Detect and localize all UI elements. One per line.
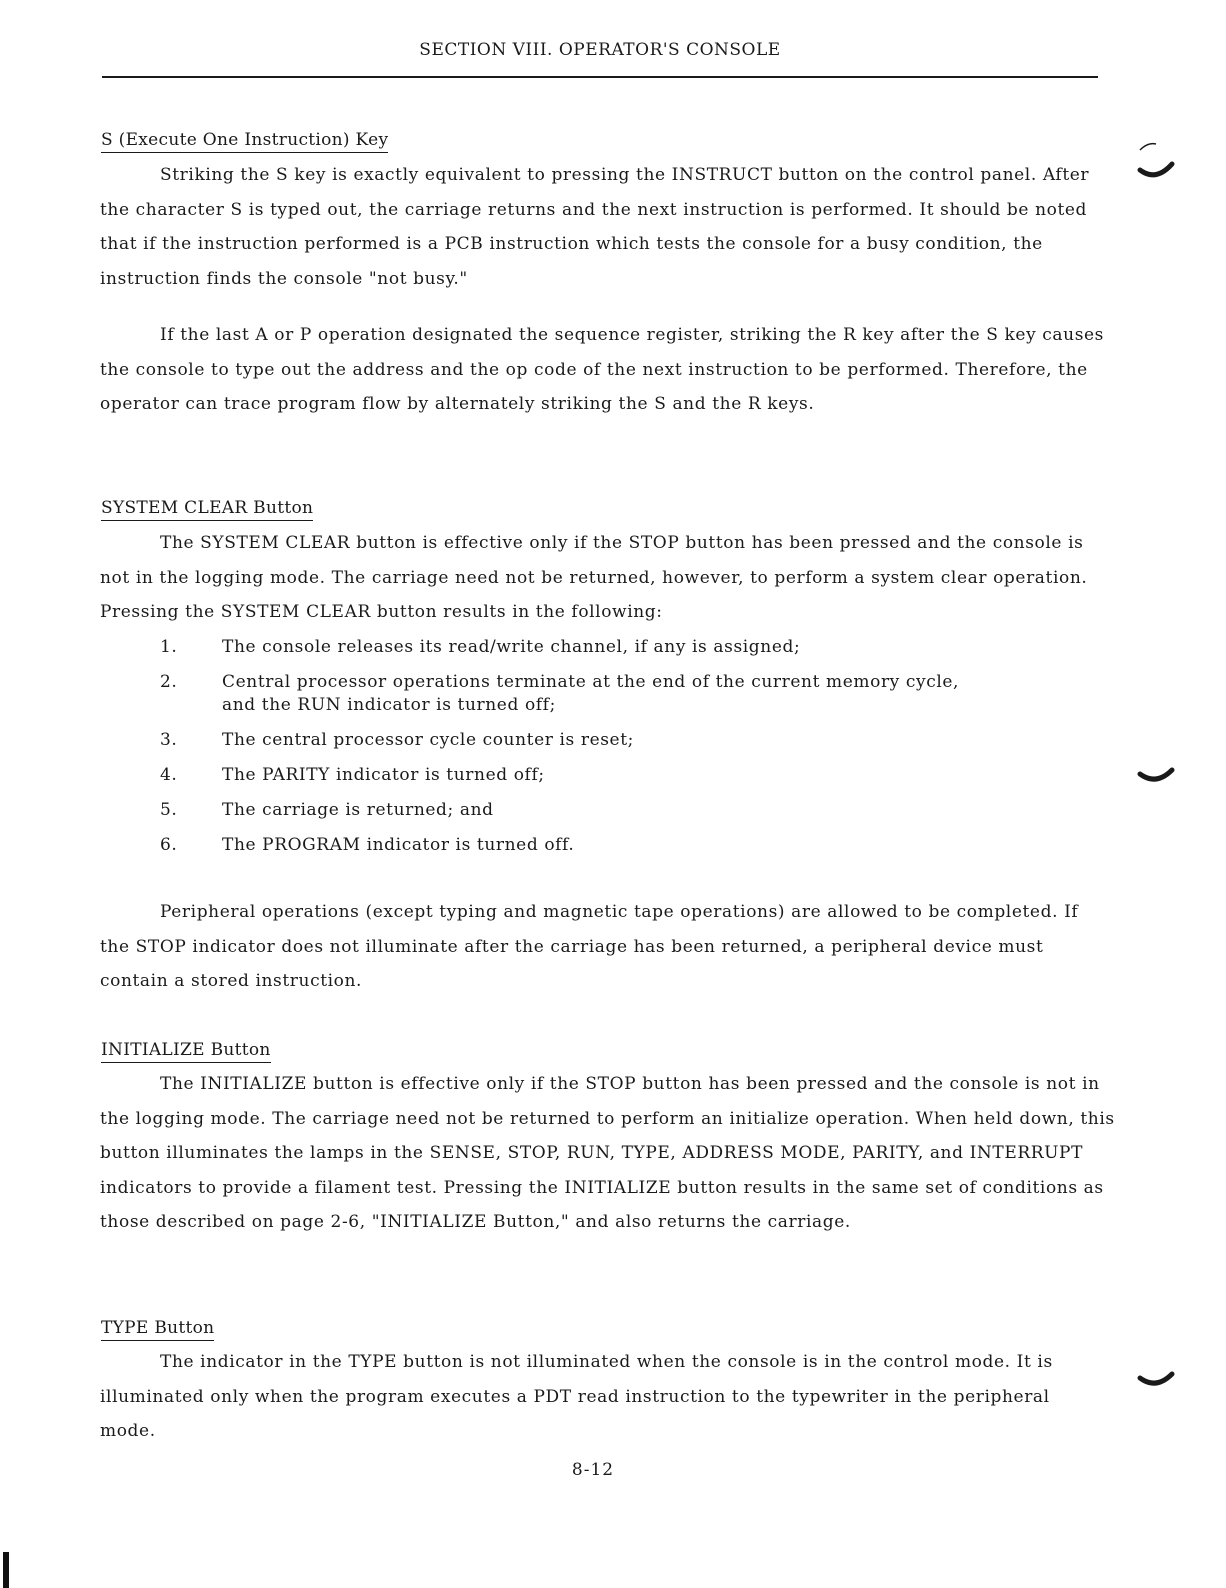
paragraph-s-key-1 — [100, 158, 1110, 296]
list-item-number: 6. — [160, 835, 178, 855]
list-item-text: The console releases its read/write channel, if any is assigned; — [222, 637, 801, 657]
paragraph-initialize-1 — [100, 1067, 1120, 1240]
margin-mark-lower — [1136, 1370, 1186, 1398]
list-item — [160, 729, 1060, 751]
list-item — [160, 636, 1060, 658]
paragraph-type-1 — [100, 1345, 1110, 1449]
list-item-number: 3. — [160, 730, 178, 750]
margin-mark-middle — [1136, 766, 1186, 794]
paragraph-system-clear-2-text: Peripheral operations (except typing and magnetic tape operations) are allowed to be completed. If the STOP indicator does not illuminate after the carriage has been returned, a peripheral device must contain a stored instruction. — [100, 902, 1079, 992]
paragraph-s-key-2-text: If the last A or P operation designated the sequence register, striking the R key after the S key causes the console to type out the address and the op code of the next instruction to be performed. Therefore, the operator can trace program flow by alternately striking the S and the R keys. — [100, 325, 1105, 415]
paragraph-initialize-1-text: The INITIALIZE button is effective only if the STOP button has been pressed and the console is not in the logging mode. The carriage need not be returned to perform an initialize operation. When held down, this button illuminates the lamps in the SENSE, STOP, RUN, TYPE, ADDRESS MODE, PARITY, and INTERRUPT indicators to provide a filament test. Pressing the INITIALIZE button results in the same set of conditions as those described on page 2-6, "INITIALIZE Button," and also returns the carriage. — [100, 1074, 1115, 1233]
heading-s-key: S (Execute One Instruction) Key — [101, 129, 388, 153]
list-item — [160, 834, 1060, 856]
paragraph-system-clear-2 — [100, 895, 1110, 999]
list-item-text: The central processor cycle counter is reset; — [222, 730, 634, 750]
list-item — [160, 799, 1060, 821]
paragraph-s-key-2 — [100, 318, 1110, 422]
paragraph-s-key-1-text: Striking the S key is exactly equivalent to pressing the INSTRUCT button on the control panel. After the character S is typed out, the carriage returns and the next instruction is performed. It should be noted that if the instruction performed is a PCB instruction which tests the console for a busy condition, the instruction finds the console "not busy." — [100, 165, 1090, 289]
list-item-number: 5. — [160, 800, 178, 820]
list-item-number: 2. — [160, 672, 178, 692]
list-item — [160, 671, 982, 717]
paragraph-system-clear-1 — [100, 526, 1110, 630]
heading-type: TYPE Button — [101, 1317, 214, 1341]
list-item — [160, 764, 1060, 786]
list-item-text: The PARITY indicator is turned off; — [222, 765, 545, 785]
list-item-text: Central processor operations terminate at the end of the current memory cycle, and the RUN indicator is turned off; — [222, 672, 960, 715]
list-item-text: The PROGRAM indicator is turned off. — [222, 835, 575, 855]
scan-edge-mark — [3, 1552, 9, 1588]
paragraph-type-1-text: The indicator in the TYPE button is not illuminated when the console is in the control mode. It is illuminated only when the program executes a PDT read instruction to the typewriter in the peripheral mode. — [100, 1352, 1053, 1442]
paragraph-system-clear-1-text: The SYSTEM CLEAR button is effective only if the STOP button has been pressed and the console is not in the logging mode. The carriage need not be returned, however, to perform a system clear operation. Pressing the SYSTEM CLEAR button results in the following: — [100, 533, 1088, 623]
page-number: 8-12 — [571, 1460, 615, 1480]
system-clear-list — [160, 636, 1060, 856]
margin-mark-top — [1136, 138, 1186, 186]
heading-system-clear: SYSTEM CLEAR Button — [101, 497, 313, 521]
page-header: SECTION VIII. OPERATOR'S CONSOLE — [419, 40, 781, 60]
header-rule — [102, 76, 1098, 78]
heading-initialize: INITIALIZE Button — [101, 1039, 271, 1063]
list-item-number: 1. — [160, 637, 178, 657]
list-item-number: 4. — [160, 765, 178, 785]
list-item-text: The carriage is returned; and — [222, 800, 494, 820]
